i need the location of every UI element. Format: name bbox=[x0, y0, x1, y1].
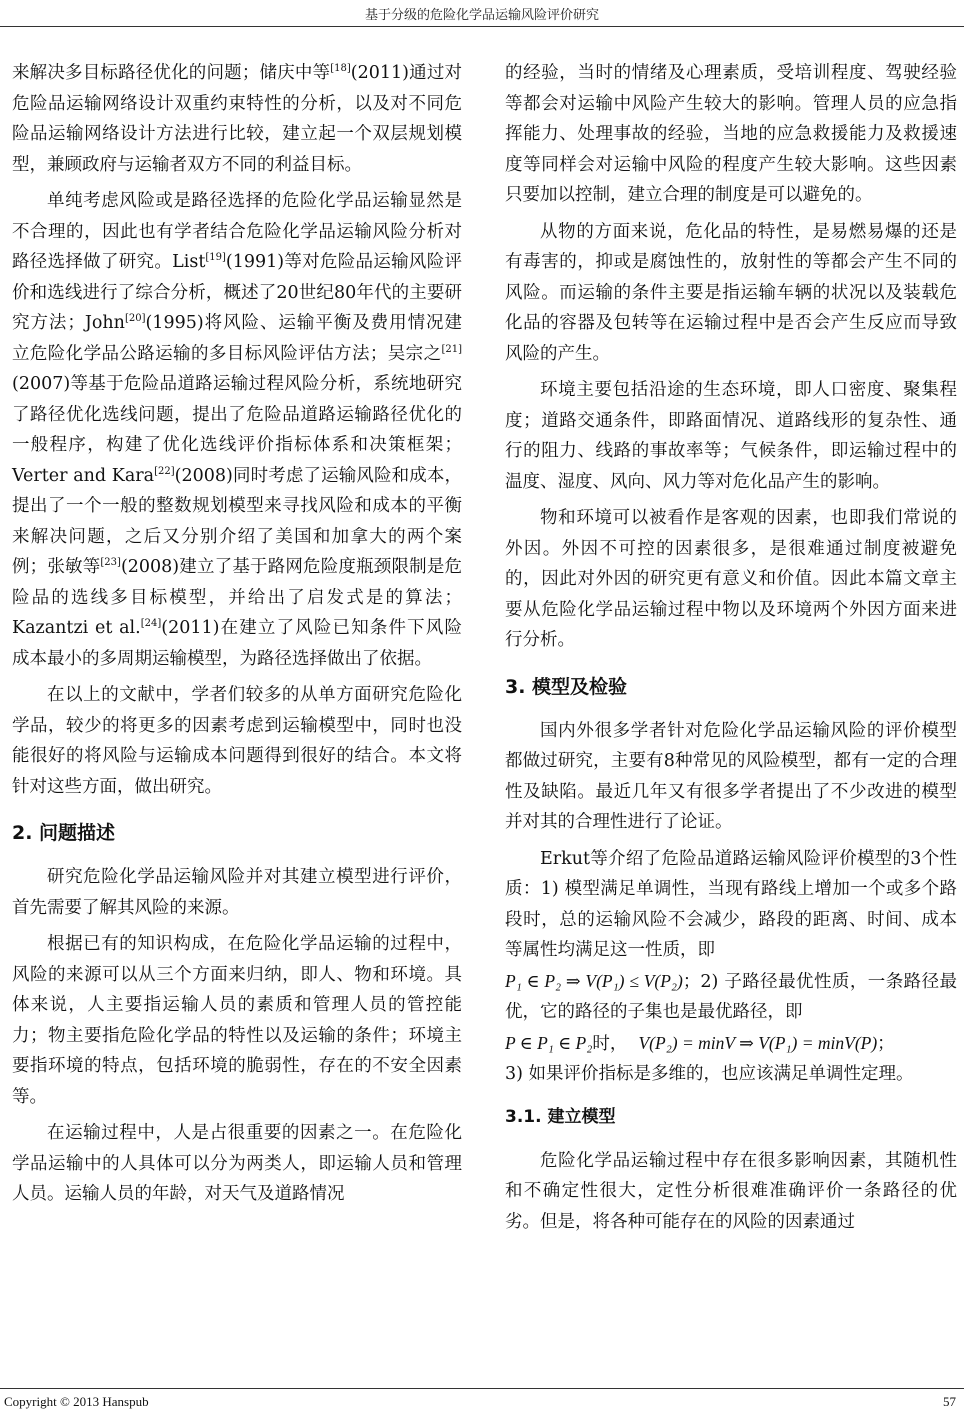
running-header: 基于分级的危险化学品运输风险评价研究 bbox=[364, 8, 599, 23]
paragraph: 单纯考虑风险或是路径选择的危险化学品运输显然是不合理的，因此也有学者结合危险化学品运输风险分析对路径选择做了研究。List[19](1991)等对危险品运输风险评价和选线进行了综合分析，概述了20世纪80年代的主要研究方法；John[20](1995)将风险、运输平衡及费用情况建立危险化学品公路运输的多目标风险评估方法；吴宗之[21](2007)等基于危险品道路运输过程风险分析，系统地研究了路径优化选线问题，提出了危险品道路运输路径优化的一般程序，构建了优化选线评价指标体系和决策框架；Verter and Kara[22](2008)同时考虑了运输风险和成本，提出了一个一般的整数规划模型来寻找风险和成本的平衡来解决问题，之后又分别介绍了美国和加拿大的两个案例；张敏等[23](2008)建立了基于路网危险度瓶颈限制是危险品的选线多目标模型，并给出了启发式是的算法；Kazantzi et al.[24](2011)在建立了风险已知条件下风险成本最小的多周期运输模型，为路径选择做出了依据。 bbox=[12, 191, 462, 669]
subsection-heading: 3.1. 建立模型 bbox=[505, 1106, 616, 1127]
paragraph: 根据已有的知识构成，在危险化学品运输的过程中，风险的来源可以从三个方面来归纳，即人、物和环境。具体来说，人主要指运输人员的素质和管理人员的管控能力；物主要指危险化学品的特性以及运输的条件；环境主要指环境的特点，包括环境的脆弱性，存在的不安全因素等。 bbox=[12, 934, 462, 1107]
paragraph: 研究危险化学品运输风险并对其建立模型进行评价，首先需要了解其风险的来源。 bbox=[12, 867, 462, 918]
header-rule bbox=[0, 26, 964, 27]
paragraph: 的经验，当时的情绪及心理素质，受培训程度、驾驶经验等都会对运输中风险产生较大的影响。管理人员的应急指挥能力、处理事故的经验，当地的应急救援能力及救援速度等同样会对运输中风险的程度产生较大影响。这些因素只要加以控制，建立合理的制度是可以避免的。 bbox=[505, 63, 957, 205]
paragraph: 在以上的文献中，学者们较多的从单方面研究危险化学品，较少的将更多的因素考虑到运输模型中，同时也没能很好的将风险与运输成本问题得到很好的结合。本文将针对这些方面，做出研究。 bbox=[12, 685, 462, 797]
footer-rule bbox=[0, 1388, 964, 1389]
paragraph: 环境主要包括沿途的生态环境，即人口密度、聚集程度；道路交通条件，即路面情况、道路线形的复杂性、通行的阻力、线路的事故率等；气候条件，即运输过程中的温度、湿度、风向、风力等对危化品产生的影响。 bbox=[505, 380, 957, 492]
citation: [23] bbox=[100, 557, 121, 569]
citation: [21] bbox=[441, 343, 462, 355]
paragraph: 危险化学品运输过程中存在很多影响因素，其随机性和不确定性很大，定性分析很难准确评价一条路径的优劣。但是，将各种可能存在的风险的因素通过 bbox=[505, 1150, 957, 1232]
citation: [24] bbox=[140, 618, 162, 630]
paragraph: Erkut等介绍了危险品道路运输风险评价模型的3个性质：1) 模型满足单调性，当现有路线上增加一个或多个路段时，总的运输风险不会减少，路段的距离、时间、成本等属性均满足这一性质，即 P₁ ∈ P₂ ⇒ V(P₁) ≤ V(P₂)；2) 子路径最优性质，一条路径最优，它的路径的子集也是最优路径，即 P ∈ P₁ ∈ P₂时， V(P₂) = minV ⇒ V(P₁) = minV(P)； 3) 如果评价指标是多维的，也应该满足单调性定理。 bbox=[505, 848, 957, 1084]
left-column bbox=[12, 58, 462, 1216]
section-heading: 2. 问题描述 bbox=[12, 822, 116, 844]
paragraph: 物和环境可以被看作是客观的因素，也即我们常说的外因。外因不可控的因素很多，是很难通过制度被避免的，因此对外因的研究更有意义和价值。因此本篇文章主要从危险化学品运输过程中物以及环境两个外因方面来进行分析。 bbox=[505, 508, 957, 650]
copyright: Copyright © 2013 Hanspub bbox=[4, 1394, 149, 1409]
citation: [20] bbox=[124, 313, 146, 325]
equation: P₁ ∈ P₂ ⇒ V(P₁) ≤ V(P₂) bbox=[505, 970, 683, 991]
equation: P ∈ P₁ ∈ P₂ bbox=[505, 1032, 593, 1053]
paragraph: 从物的方面来说，危化品的特性，是易燃易爆的还是有毒害的，抑或是腐蚀性的，放射性的等都会产生不同的风险。而运输的条件主要是指运输车辆的状况以及装载危化品的容器及包转等在运输过程中是否会产生反应而导致风险的产生。 bbox=[505, 221, 957, 364]
citation: [18] bbox=[330, 63, 351, 75]
paragraph: 在运输过程中，人是占很重要的因素之一。在危险化学品运输中的人具体可以分为两类人，即运输人员和管理人员。运输人员的年龄，对天气及道路情况 bbox=[12, 1123, 462, 1204]
section-heading: 3. 模型及检验 bbox=[505, 675, 628, 698]
page-number: 57 bbox=[943, 1394, 956, 1409]
paragraph: 国内外很多学者针对危险化学品运输风险的评价模型都做过研究，主要有8种常见的风险模型，都有一定的合理性及缺陷。最近几年又有很多学者提出了不少改进的模型并对其的合理性进行了论证。 bbox=[505, 720, 957, 832]
equation: V(P₂) = minV ⇒ V(P₁) = minV(P) bbox=[638, 1032, 878, 1053]
paragraph: 来解决多目标路径优化的问题；储庆中等[18](2011)通过对危险品运输网络设计双重约束特性的分析，以及对不同危险品运输网络设计方法进行比较，建立起一个双层规划模型，兼顾政府与运输者双方不同的利益目标。 bbox=[12, 63, 462, 175]
citation: [22] bbox=[154, 465, 175, 477]
citation: [19] bbox=[205, 252, 226, 264]
right-column bbox=[505, 58, 957, 1243]
